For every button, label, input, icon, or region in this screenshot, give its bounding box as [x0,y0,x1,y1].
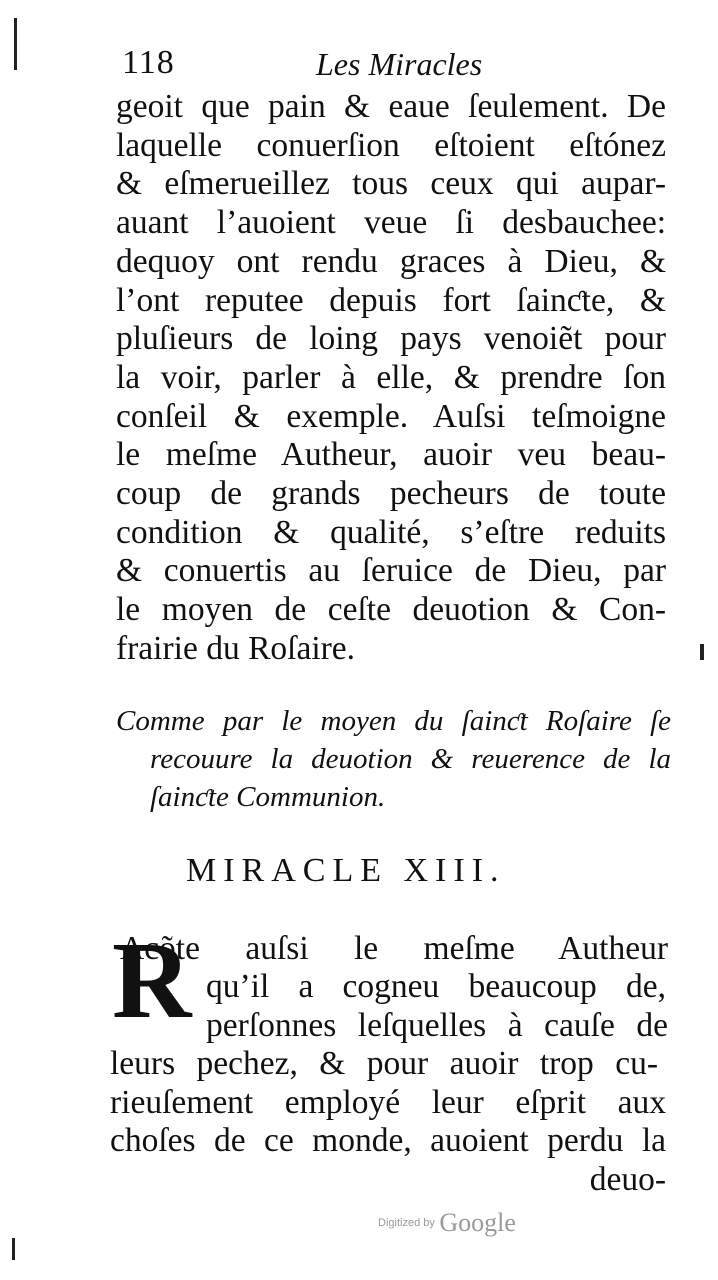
text-line: dequoy ont rendu graces à Dieu, & [116,242,666,280]
text-line: conſeil & exemple. Auſsi teſmoigne [116,397,666,435]
caption-line: ſainƈte Communion. [150,781,386,813]
text-line: frairie du Roſaire. [116,629,356,667]
text-line: & conuertis au ſeruice de Dieu, par [116,552,666,590]
text-line: auant l’auoient veue ſi desbauchee: [116,204,666,242]
drop-cap: R [112,919,192,1041]
text-line: qu’il a cogneu beaucoup de, [206,968,666,1005]
text-line: coup de grands pecheurs de toute [116,475,666,513]
caption-line: Comme par le moyen du ſainƈt Roſaire ſe [116,705,671,737]
digitized-watermark [378,1208,516,1238]
text-line: condition & qualité, s’eſtre reduits [116,513,666,551]
text-line: laquelle conuerſion eſtoient eſtónez [116,126,666,164]
text-line: deuo- [589,1161,666,1198]
body-paragraph [116,88,666,669]
miracle-paragraph [110,919,668,1210]
page-number: 118 [122,44,175,81]
text-line: le meſme Autheur, auoir veu beau- [116,436,666,474]
miracle-heading: MIRACLE XIII. [186,852,506,889]
text-line: Acõte auſsi le meſme Autheur [120,930,668,967]
text-line: perſonnes leſquelles à cauſe de [206,1007,668,1044]
watermark-prefix: Digitized by [378,1217,435,1229]
chapter-caption [116,702,671,816]
text-line: rieuſement employé leur eſprit aux [110,1084,666,1121]
text-line: la voir, parler à elle, & prendre ſon [116,358,666,396]
caption-line: recouure la deuotion & reuerence de la [150,743,671,775]
text-line: leurs pechez, & pour auoir trop cu- [110,1045,658,1082]
margin-rule-left [14,18,17,70]
running-head: Les Miracles [316,46,483,82]
text-line: choſes de ce monde, auoient perdu la [110,1122,666,1159]
margin-rule-left-bottom [12,1238,15,1260]
google-logo: Google [439,1208,516,1237]
text-line: geoit que pain & eaue ſeulement. De [116,88,666,125]
text-line: le moyen de ceſte deuotion & Con- [116,591,666,629]
margin-tick-right [700,644,704,660]
text-line: & eſmerueillez tous ceux qui aupar- [116,165,666,203]
text-line: l’ont reputee depuis fort ſainƈte, & [116,281,666,319]
text-line: pluſieurs de loing pays venoiẽt pour [116,320,666,358]
page-header [118,40,678,84]
